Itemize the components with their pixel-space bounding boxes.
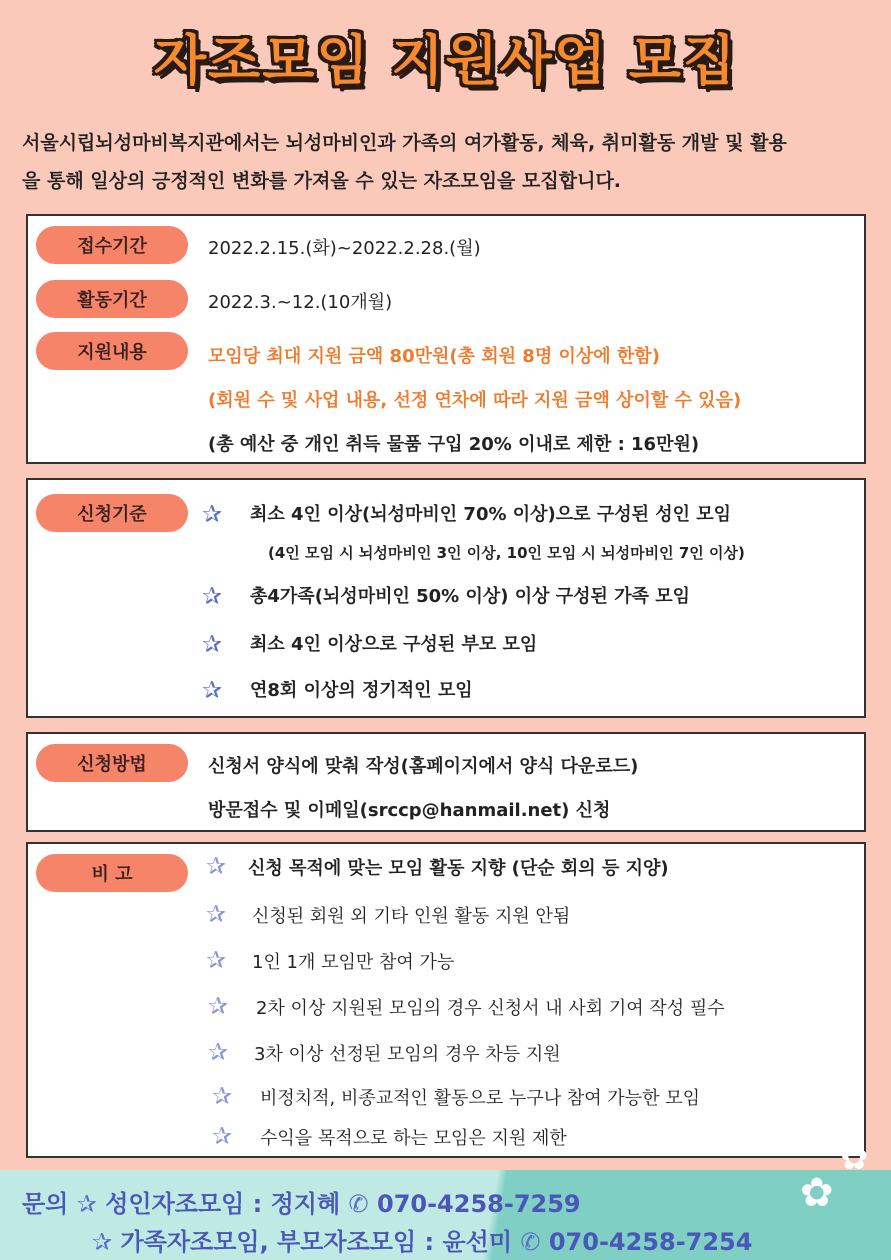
remark-item: 신청된 회원 외 기타 인원 활동 지원 안됨: [252, 906, 571, 927]
criteria-item: 최소 4인 이상으로 구성된 부모 모임: [250, 634, 538, 655]
star-bullet-icon: ✰: [212, 1122, 233, 1150]
label-reception-period: 접수기간: [36, 226, 188, 264]
activity-period-value: 2022.3.~12.(10개월): [208, 292, 393, 313]
label-support-content: 지원내용: [36, 332, 188, 370]
star-bullet-icon: ✰: [76, 1190, 97, 1218]
support-content-1: 모임당 최대 지원 금액 80만원(총 회원 8명 이상에 한함): [208, 346, 660, 367]
label-method: 신청방법: [36, 744, 188, 782]
family-contact-phone[interactable]: 070-4258-7254: [548, 1228, 753, 1256]
method-box: [26, 732, 866, 832]
period-support-box: [26, 214, 866, 464]
star-bullet-icon: ✰: [208, 992, 229, 1020]
contact-line-family: [92, 1222, 752, 1257]
contact-line-adult: [22, 1184, 581, 1219]
poster-title: 자조모임 지원사업 모집: [153, 29, 738, 92]
family-contact-name: 가족자조모임, 부모자조모임 : 윤선미: [120, 1228, 513, 1256]
remark-item: 신청 목적에 맞는 모임 활동 지향 (단순 회의 등 지양): [248, 858, 669, 879]
star-bullet-icon: ✰: [206, 946, 227, 974]
intro-line-2: 을 통해 일상의 긍정적인 변화를 가져올 수 있는 자조모임을 모집합니다.: [22, 170, 622, 192]
label-criteria: 신청기준: [36, 494, 188, 532]
remark-item: 1인 1개 모임만 참여 가능: [252, 952, 455, 973]
remarks-box: [26, 842, 866, 1158]
support-content-2: (회원 수 및 사업 내용, 선정 연차에 따라 지원 금액 상이할 수 있음): [208, 390, 742, 411]
flower-icon: ✿: [840, 1138, 869, 1178]
star-bullet-icon: ✰: [202, 582, 223, 610]
label-activity-period: 활동기간: [36, 280, 188, 318]
remark-item: 2차 이상 지원된 모임의 경우 신청서 내 사회 기여 작성 필수: [256, 998, 725, 1019]
phone-icon: ✆: [348, 1190, 369, 1218]
star-bullet-icon: ✰: [212, 1082, 233, 1110]
adult-contact-phone[interactable]: 070-4258-7259: [377, 1190, 581, 1218]
star-bullet-icon: ✰: [206, 852, 227, 880]
star-bullet-icon: ✰: [208, 1038, 229, 1066]
method-line-2: 방문접수 및 이메일(srccp@hanmail.net) 신청: [208, 800, 611, 821]
star-bullet-icon: ✰: [202, 500, 223, 528]
star-bullet-icon: ✰: [202, 676, 223, 704]
star-bullet-icon: ✰: [206, 900, 227, 928]
star-bullet-icon: ✰: [202, 630, 223, 658]
contact-label: 문의: [22, 1190, 69, 1218]
label-remarks: 비 고: [36, 854, 188, 892]
remark-item: 비정치적, 비종교적인 활동으로 누구나 참여 가능한 모임: [260, 1088, 700, 1109]
criteria-item: 연8회 이상의 정기적인 모임: [250, 680, 473, 701]
remark-item: 3차 이상 선정된 모임의 경우 차등 지원: [254, 1044, 561, 1065]
intro-text: [22, 124, 872, 200]
reception-period-value: 2022.2.15.(화)~2022.2.28.(월): [208, 238, 481, 259]
support-content-3: (총 예산 중 개인 취득 물품 구입 20% 이내로 제한 : 16만원): [208, 434, 700, 455]
criteria-item: 총4가족(뇌성마비인 50% 이상) 이상 구성된 가족 모임: [250, 586, 691, 607]
criteria-box: [26, 478, 866, 718]
phone-icon: ✆: [520, 1228, 541, 1256]
remark-item: 수익을 목적으로 하는 모임은 지원 제한: [260, 1128, 567, 1149]
method-line-1: 신청서 양식에 맞춰 작성(홈페이지에서 양식 다운로드): [208, 756, 639, 777]
intro-line-1: 서울시립뇌성마비복지관에서는 뇌성마비인과 가족의 여가활동, 체육, 취미활동 개발 및 활용: [22, 132, 787, 154]
adult-contact-name: 성인자조모임 : 정지혜: [105, 1190, 341, 1218]
criteria-note: (4인 모임 시 뇌성마비인 3인 이상, 10인 모임 시 뇌성마비인 7인 이상): [268, 544, 745, 562]
flower-icon: ✿: [800, 1170, 834, 1216]
star-bullet-icon: ✰: [92, 1228, 113, 1256]
criteria-item: 최소 4인 이상(뇌성마비인 70% 이상)으로 구성된 성인 모임: [250, 504, 732, 525]
